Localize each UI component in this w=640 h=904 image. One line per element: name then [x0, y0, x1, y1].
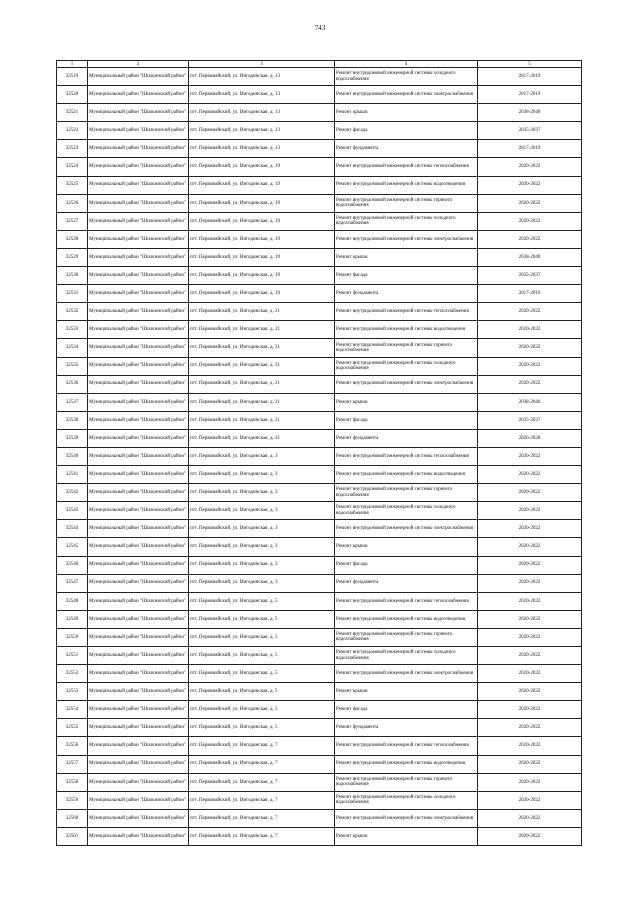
cell-work-type: Ремонт фасада: [335, 411, 478, 429]
cell-period: 2020-2022: [478, 574, 582, 592]
cell-work-type: Ремонт внутридомовой инженерной системы холодного водоснабжения: [335, 502, 478, 520]
table-row: [57, 447, 582, 465]
cell-row-number: 32539: [57, 429, 88, 447]
cell-row-number: 32537: [57, 393, 88, 411]
table-row: [57, 321, 582, 339]
cell-work-type: Ремонт фундамента: [335, 429, 478, 447]
cell-period: 2038-2040: [478, 393, 582, 411]
cell-address: пгт. Первомайский, ул. Ингодинская, д. 3: [189, 484, 335, 502]
cell-work-type: Ремонт внутридомовой инженерной системы электроснабжения: [335, 86, 478, 104]
table-row: [57, 212, 582, 230]
cell-period: 2020-2022: [478, 827, 582, 845]
cell-address: пгт. Первомайский, ул. Ингодинская, д. 7: [189, 791, 335, 809]
cell-municipality: Муниципальный район "Шилкинский район": [88, 737, 189, 755]
cell-row-number: 32541: [57, 466, 88, 484]
cell-address: пгт. Первомайский, ул. Ингодинская, д. 5: [189, 701, 335, 719]
cell-row-number: 32560: [57, 809, 88, 827]
cell-address: пгт. Первомайский, ул. Ингодинская, д. 5: [189, 683, 335, 701]
cell-address: пгт. Первомайский, ул. Ингодинская, д. 7: [189, 827, 335, 845]
cell-address: пгт. Первомайский, ул. Ингодинская, д. 5: [189, 628, 335, 646]
cell-municipality: Муниципальный район "Шилкинский район": [88, 447, 189, 465]
cell-address: пгт. Первомайский, ул. Ингодинская, д. 13: [189, 104, 335, 122]
cell-row-number: 32519: [57, 68, 88, 86]
cell-period: 2020-2022: [478, 212, 582, 230]
table-row: [57, 538, 582, 556]
cell-period: 2020-2022: [478, 737, 582, 755]
cell-work-type: Ремонт внутридомовой инженерной системы холодного водоснабжения: [335, 68, 478, 86]
table-row: [57, 809, 582, 827]
cell-row-number: 32526: [57, 194, 88, 212]
cell-row-number: 32548: [57, 592, 88, 610]
cell-period: 2020-2022: [478, 520, 582, 538]
cell-work-type: Ремонт внутридомовой инженерной системы электроснабжения: [335, 520, 478, 538]
cell-period: 2020-2022: [478, 321, 582, 339]
cell-municipality: Муниципальный район "Шилкинский район": [88, 755, 189, 773]
cell-municipality: Муниципальный район "Шилкинский район": [88, 556, 189, 574]
cell-row-number: 32558: [57, 773, 88, 791]
cell-work-type: Ремонт фасада: [335, 267, 478, 285]
cell-work-type: Ремонт внутридомовой инженерной системы электроснабжения: [335, 230, 478, 248]
table-row: [57, 520, 582, 538]
cell-municipality: Муниципальный район "Шилкинский район": [88, 429, 189, 447]
cell-work-type: Ремонт внутридомовой инженерной системы теплоснабжения: [335, 303, 478, 321]
table-row: [57, 610, 582, 628]
cell-row-number: 32520: [57, 86, 88, 104]
cell-work-type: Ремонт внутридомовой инженерной системы теплоснабжения: [335, 158, 478, 176]
cell-period: 2020-2022: [478, 466, 582, 484]
header-row: [57, 61, 582, 68]
cell-row-number: 32547: [57, 574, 88, 592]
table-row: [57, 429, 582, 447]
cell-municipality: Муниципальный район "Шилкинский район": [88, 628, 189, 646]
cell-municipality: Муниципальный район "Шилкинский район": [88, 86, 189, 104]
cell-address: пгт. Первомайский, ул. Ингодинская, д. 13: [189, 68, 335, 86]
cell-row-number: 32523: [57, 140, 88, 158]
cell-municipality: Муниципальный район "Шилкинский район": [88, 194, 189, 212]
cell-municipality: Муниципальный район "Шилкинский район": [88, 647, 189, 665]
cell-row-number: 32557: [57, 755, 88, 773]
cell-row-number: 32561: [57, 827, 88, 845]
cell-municipality: Муниципальный район "Шилкинский район": [88, 339, 189, 357]
cell-row-number: 32532: [57, 303, 88, 321]
cell-municipality: Муниципальный район "Шилкинский район": [88, 773, 189, 791]
cell-address: пгт. Первомайский, ул. Ингодинская, д. 3: [189, 556, 335, 574]
cell-period: 2020-2022: [478, 719, 582, 737]
cell-municipality: Муниципальный район "Шилкинский район": [88, 321, 189, 339]
cell-address: пгт. Первомайский, ул. Ингодинская, д. 19: [189, 176, 335, 194]
header-col-2: 2: [88, 61, 189, 68]
table-row: [57, 466, 582, 484]
cell-municipality: Муниципальный район "Шилкинский район": [88, 393, 189, 411]
cell-period: 2020-2022: [478, 230, 582, 248]
table-row: [57, 140, 582, 158]
cell-row-number: 32531: [57, 285, 88, 303]
cell-period: 2020-2022: [478, 610, 582, 628]
table-row: [57, 285, 582, 303]
cell-work-type: Ремонт внутридомовой инженерной системы водоотведения: [335, 176, 478, 194]
cell-municipality: Муниципальный район "Шилкинский район": [88, 176, 189, 194]
registry-table: [56, 60, 582, 846]
cell-work-type: Ремонт крыши: [335, 104, 478, 122]
cell-address: пгт. Первомайский, ул. Ингодинская, д. 19: [189, 212, 335, 230]
cell-work-type: Ремонт внутридомовой инженерной системы электроснабжения: [335, 375, 478, 393]
cell-work-type: Ремонт крыши: [335, 248, 478, 266]
cell-row-number: 32535: [57, 357, 88, 375]
table-row: [57, 122, 582, 140]
table-row: [57, 755, 582, 773]
cell-work-type: Ремонт внутридомовой инженерной системы теплоснабжения: [335, 447, 478, 465]
cell-work-type: Ремонт внутридомовой инженерной системы теплоснабжения: [335, 592, 478, 610]
cell-municipality: Муниципальный район "Шилкинский район": [88, 610, 189, 628]
cell-address: пгт. Первомайский, ул. Ингодинская, д. 13: [189, 86, 335, 104]
cell-period: 2035-2037: [478, 122, 582, 140]
table-row: [57, 683, 582, 701]
cell-work-type: Ремонт внутридомовой инженерной системы горячего водоснабжения: [335, 773, 478, 791]
cell-municipality: Муниципальный район "Шилкинский район": [88, 791, 189, 809]
cell-address: пгт. Первомайский, ул. Ингодинская, д. 13: [189, 122, 335, 140]
table-row: [57, 628, 582, 646]
cell-address: пгт. Первомайский, ул. Ингодинская, д. 21: [189, 375, 335, 393]
cell-municipality: Муниципальный район "Шилкинский район": [88, 683, 189, 701]
table-row: [57, 665, 582, 683]
cell-work-type: Ремонт внутридомовой инженерной системы холодного водоснабжения: [335, 791, 478, 809]
header-col-5: 5: [478, 61, 582, 68]
cell-address: пгт. Первомайский, ул. Ингодинская, д. 7: [189, 755, 335, 773]
cell-municipality: Муниципальный район "Шилкинский район": [88, 303, 189, 321]
cell-work-type: Ремонт внутридомовой инженерной системы горячего водоснабжения: [335, 194, 478, 212]
cell-municipality: Муниципальный район "Шилкинский район": [88, 701, 189, 719]
cell-period: 2020-2022: [478, 538, 582, 556]
cell-work-type: Ремонт крыши: [335, 538, 478, 556]
cell-municipality: Муниципальный район "Шилкинский район": [88, 68, 189, 86]
cell-period: 2020-2022: [478, 556, 582, 574]
cell-address: пгт. Первомайский, ул. Ингодинская, д. 19: [189, 267, 335, 285]
table-row: [57, 303, 582, 321]
table-row: [57, 393, 582, 411]
cell-work-type: Ремонт фасада: [335, 556, 478, 574]
cell-work-type: Ремонт внутридомовой инженерной системы электроснабжения: [335, 809, 478, 827]
cell-period: 2020-2022: [478, 628, 582, 646]
table-row: [57, 194, 582, 212]
cell-address: пгт. Первомайский, ул. Ингодинская, д. 21: [189, 321, 335, 339]
cell-work-type: Ремонт внутридомовой инженерной системы холодного водоснабжения: [335, 357, 478, 375]
cell-row-number: 32525: [57, 176, 88, 194]
cell-period: 2020-2022: [478, 502, 582, 520]
cell-period: 2020-2022: [478, 592, 582, 610]
cell-municipality: Муниципальный район "Шилкинский район": [88, 809, 189, 827]
cell-address: пгт. Первомайский, ул. Ингодинская, д. 21: [189, 357, 335, 375]
cell-work-type: Ремонт крыши: [335, 683, 478, 701]
cell-period: 2020-2022: [478, 303, 582, 321]
table-row: [57, 773, 582, 791]
cell-work-type: Ремонт крыши: [335, 393, 478, 411]
cell-address: пгт. Первомайский, ул. Ингодинская, д. 5: [189, 665, 335, 683]
table-row: [57, 827, 582, 845]
cell-work-type: Ремонт фундамента: [335, 574, 478, 592]
cell-municipality: Муниципальный район "Шилкинский район": [88, 357, 189, 375]
cell-municipality: Муниципальный район "Шилкинский район": [88, 158, 189, 176]
cell-period: 2020-2022: [478, 791, 582, 809]
cell-period: 2020-2022: [478, 665, 582, 683]
table-row: [57, 230, 582, 248]
cell-address: пгт. Первомайский, ул. Ингодинская, д. 3: [189, 447, 335, 465]
cell-row-number: 32549: [57, 610, 88, 628]
cell-period: 2020-2022: [478, 755, 582, 773]
table-row: [57, 248, 582, 266]
cell-address: пгт. Первомайский, ул. Ингодинская, д. 21: [189, 411, 335, 429]
cell-work-type: Ремонт внутридомовой инженерной системы водоотведения: [335, 321, 478, 339]
cell-work-type: Ремонт фундамента: [335, 140, 478, 158]
cell-row-number: 32529: [57, 248, 88, 266]
cell-row-number: 32534: [57, 339, 88, 357]
cell-municipality: Муниципальный район "Шилкинский район": [88, 411, 189, 429]
cell-work-type: Ремонт внутридомовой инженерной системы электроснабжения: [335, 665, 478, 683]
cell-row-number: 32553: [57, 683, 88, 701]
table-row: [57, 647, 582, 665]
cell-period: 2020-2022: [478, 773, 582, 791]
cell-period: 2026-2028: [478, 429, 582, 447]
table-row: [57, 104, 582, 122]
cell-address: пгт. Первомайский, ул. Ингодинская, д. 19: [189, 248, 335, 266]
cell-work-type: Ремонт крыши: [335, 827, 478, 845]
cell-work-type: Ремонт фундамента: [335, 719, 478, 737]
cell-work-type: Ремонт внутридомовой инженерной системы холодного водоснабжения: [335, 647, 478, 665]
cell-address: пгт. Первомайский, ул. Ингодинская, д. 7: [189, 737, 335, 755]
cell-period: 2020-2022: [478, 701, 582, 719]
cell-municipality: Муниципальный район "Шилкинский район": [88, 122, 189, 140]
cell-row-number: 32528: [57, 230, 88, 248]
cell-address: пгт. Первомайский, ул. Ингодинская, д. 19: [189, 230, 335, 248]
cell-row-number: 32550: [57, 628, 88, 646]
table-row: [57, 339, 582, 357]
cell-work-type: Ремонт фундамента: [335, 285, 478, 303]
header-col-3: 3: [189, 61, 335, 68]
cell-address: пгт. Первомайский, ул. Ингодинская, д. 5: [189, 719, 335, 737]
cell-row-number: 32542: [57, 484, 88, 502]
cell-address: пгт. Первомайский, ул. Ингодинская, д. 13: [189, 140, 335, 158]
table-header: [57, 61, 582, 68]
cell-period: 2020-2022: [478, 484, 582, 502]
cell-period: 2020-2022: [478, 194, 582, 212]
cell-period: 2035-2037: [478, 411, 582, 429]
cell-work-type: Ремонт внутридомовой инженерной системы водоотведения: [335, 610, 478, 628]
header-col-1: 1: [57, 61, 88, 68]
cell-address: пгт. Первомайский, ул. Ингодинская, д. 7: [189, 773, 335, 791]
table-row: [57, 556, 582, 574]
cell-municipality: Муниципальный район "Шилкинский район": [88, 574, 189, 592]
cell-municipality: Муниципальный район "Шилкинский район": [88, 484, 189, 502]
cell-municipality: Муниципальный район "Шилкинский район": [88, 538, 189, 556]
table-row: [57, 176, 582, 194]
cell-row-number: 32559: [57, 791, 88, 809]
table-row: [57, 68, 582, 86]
table-row: [57, 158, 582, 176]
cell-row-number: 32521: [57, 104, 88, 122]
cell-address: пгт. Первомайский, ул. Ингодинская, д. 3: [189, 538, 335, 556]
cell-address: пгт. Первомайский, ул. Ингодинская, д. 7: [189, 809, 335, 827]
cell-address: пгт. Первомайский, ул. Ингодинская, д. 19: [189, 285, 335, 303]
cell-work-type: Ремонт внутридомовой инженерной системы теплоснабжения: [335, 737, 478, 755]
cell-address: пгт. Первомайский, ул. Ингодинская, д. 3: [189, 574, 335, 592]
cell-municipality: Муниципальный район "Шилкинский район": [88, 520, 189, 538]
cell-period: 2017-2019: [478, 68, 582, 86]
cell-address: пгт. Первомайский, ул. Ингодинская, д. 3: [189, 466, 335, 484]
cell-work-type: Ремонт внутридомовой инженерной системы горячего водоснабжения: [335, 628, 478, 646]
cell-address: пгт. Первомайский, ул. Ингодинская, д. 5: [189, 592, 335, 610]
cell-municipality: Муниципальный район "Шилкинский район": [88, 248, 189, 266]
table-row: [57, 411, 582, 429]
cell-period: 2020-2022: [478, 357, 582, 375]
cell-address: пгт. Первомайский, ул. Ингодинская, д. 21: [189, 429, 335, 447]
table-row: [57, 484, 582, 502]
table-row: [57, 574, 582, 592]
cell-work-type: Ремонт фасада: [335, 701, 478, 719]
cell-municipality: Муниципальный район "Шилкинский район": [88, 592, 189, 610]
cell-row-number: 32544: [57, 520, 88, 538]
table-row: [57, 502, 582, 520]
cell-row-number: 32538: [57, 411, 88, 429]
cell-period: 2020-2022: [478, 375, 582, 393]
cell-work-type: Ремонт внутридомовой инженерной системы горячего водоснабжения: [335, 484, 478, 502]
cell-period: 2035-2037: [478, 267, 582, 285]
cell-municipality: Муниципальный район "Шилкинский район": [88, 267, 189, 285]
table-body: [57, 68, 582, 846]
header-col-4: 4: [335, 61, 478, 68]
table-row: [57, 357, 582, 375]
cell-row-number: 32546: [57, 556, 88, 574]
cell-address: пгт. Первомайский, ул. Ингодинская, д. 5: [189, 647, 335, 665]
cell-address: пгт. Первомайский, ул. Ингодинская, д. 3: [189, 520, 335, 538]
table-row: [57, 737, 582, 755]
table-row: [57, 86, 582, 104]
cell-address: пгт. Первомайский, ул. Ингодинская, д. 21: [189, 303, 335, 321]
table-row: [57, 701, 582, 719]
cell-work-type: Ремонт внутридомовой инженерной системы водоотведения: [335, 755, 478, 773]
cell-period: 2020-2022: [478, 647, 582, 665]
cell-row-number: 32536: [57, 375, 88, 393]
cell-work-type: Ремонт внутридомовой инженерной системы холодного водоснабжения: [335, 212, 478, 230]
cell-period: 2020-2022: [478, 683, 582, 701]
cell-period: 2017-2019: [478, 86, 582, 104]
cell-municipality: Муниципальный район "Шилкинский район": [88, 502, 189, 520]
table-row: [57, 719, 582, 737]
cell-address: пгт. Первомайский, ул. Ингодинская, д. 5: [189, 610, 335, 628]
page-number: 743: [314, 24, 326, 32]
cell-address: пгт. Первомайский, ул. Ингодинская, д. 21: [189, 393, 335, 411]
cell-municipality: Муниципальный район "Шилкинский район": [88, 212, 189, 230]
cell-row-number: 32527: [57, 212, 88, 230]
cell-row-number: 32543: [57, 502, 88, 520]
cell-row-number: 32522: [57, 122, 88, 140]
cell-row-number: 32555: [57, 719, 88, 737]
cell-municipality: Муниципальный район "Шилкинский район": [88, 140, 189, 158]
cell-row-number: 32545: [57, 538, 88, 556]
cell-period: 2017-2019: [478, 285, 582, 303]
cell-address: пгт. Первомайский, ул. Ингодинская, д. 19: [189, 194, 335, 212]
cell-row-number: 32530: [57, 267, 88, 285]
cell-municipality: Муниципальный район "Шилкинский район": [88, 104, 189, 122]
cell-municipality: Муниципальный район "Шилкинский район": [88, 719, 189, 737]
cell-work-type: Ремонт фасада: [335, 122, 478, 140]
table-row: [57, 267, 582, 285]
cell-municipality: Муниципальный район "Шилкинский район": [88, 466, 189, 484]
cell-period: 2020-2022: [478, 339, 582, 357]
cell-period: 2020-2022: [478, 158, 582, 176]
cell-period: 2020-2022: [478, 447, 582, 465]
cell-row-number: 32524: [57, 158, 88, 176]
cell-period: 2038-2040: [478, 104, 582, 122]
cell-address: пгт. Первомайский, ул. Ингодинская, д. 21: [189, 339, 335, 357]
cell-row-number: 32552: [57, 665, 88, 683]
cell-work-type: Ремонт внутридомовой инженерной системы водоотведения: [335, 466, 478, 484]
table-row: [57, 375, 582, 393]
cell-period: 2017-2019: [478, 140, 582, 158]
table-row: [57, 592, 582, 610]
cell-period: 2020-2022: [478, 809, 582, 827]
cell-municipality: Муниципальный район "Шилкинский район": [88, 285, 189, 303]
cell-address: пгт. Первомайский, ул. Ингодинская, д. 19: [189, 158, 335, 176]
cell-period: 2038-2040: [478, 248, 582, 266]
cell-row-number: 32533: [57, 321, 88, 339]
cell-row-number: 32554: [57, 701, 88, 719]
cell-address: пгт. Первомайский, ул. Ингодинская, д. 3: [189, 502, 335, 520]
cell-municipality: Муниципальный район "Шилкинский район": [88, 230, 189, 248]
cell-municipality: Муниципальный район "Шилкинский район": [88, 827, 189, 845]
cell-municipality: Муниципальный район "Шилкинский район": [88, 665, 189, 683]
cell-row-number: 32540: [57, 447, 88, 465]
cell-work-type: Ремонт внутридомовой инженерной системы горячего водоснабжения: [335, 339, 478, 357]
cell-row-number: 32551: [57, 647, 88, 665]
cell-row-number: 32556: [57, 737, 88, 755]
cell-period: 2020-2022: [478, 176, 582, 194]
table-row: [57, 791, 582, 809]
cell-municipality: Муниципальный район "Шилкинский район": [88, 375, 189, 393]
